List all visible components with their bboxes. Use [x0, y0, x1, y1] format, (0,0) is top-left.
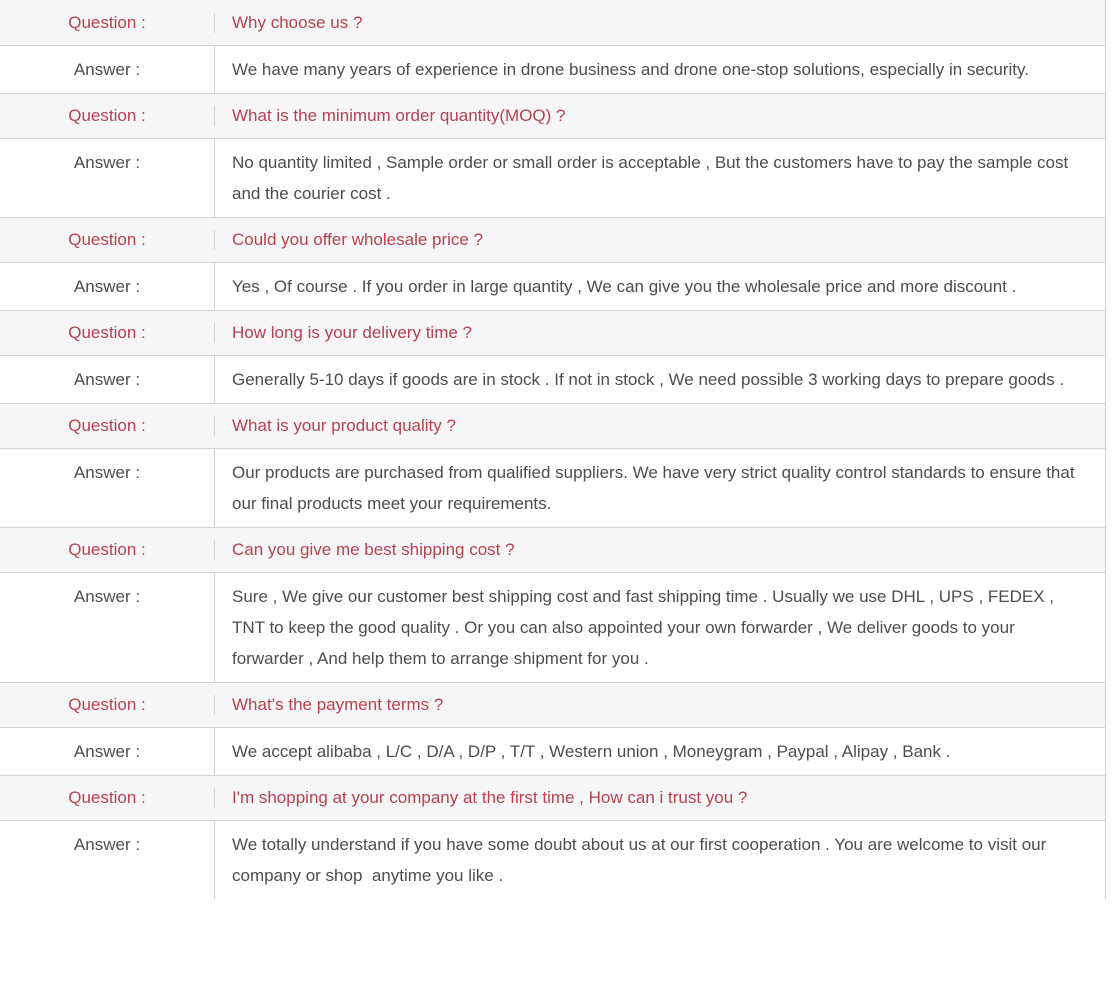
- question-text: What’s the payment terms ?: [232, 695, 444, 714]
- question-text: What is your product quality ?: [232, 416, 456, 435]
- faq-question-row: [0, 682, 1105, 727]
- faq-answer-row: [0, 138, 1105, 217]
- answer-label: Answer :: [0, 46, 215, 93]
- answer-text: Sure , We give our customer best shipping cost and fast shipping time . Usually we use DHL , UPS , FEDEX , TNT to keep the good quality . Or you can also appointed your own forwarder , We deliver goods to your forwarder , And help them to arrange shipment for you .: [232, 587, 1059, 668]
- faq-answer-row: [0, 448, 1105, 527]
- faq-question-row: [0, 217, 1105, 262]
- answer-label: Answer :: [0, 821, 215, 899]
- question-label: Question :: [0, 788, 215, 808]
- answer-label: Answer :: [0, 139, 215, 217]
- question-label: Question :: [0, 323, 215, 343]
- question-text: Why choose us ?: [232, 12, 363, 32]
- faq-question-row: [0, 93, 1105, 138]
- question-label: Question :: [0, 13, 215, 33]
- answer-text: We totally understand if you have some doubt about us at our first cooperation . You are welcome to visit our company or shop anytime you like .: [232, 835, 1051, 885]
- faq-question-row: [0, 403, 1105, 448]
- faq-question-row: [0, 527, 1105, 572]
- answer-text: No quantity limited , Sample order or small order is acceptable , But the customers have to pay the sample cost and the courier cost .: [232, 153, 1073, 203]
- question-label: Question :: [0, 416, 215, 436]
- faq-answer-row: [0, 727, 1105, 775]
- question-text: Could you offer wholesale price ?: [232, 230, 484, 249]
- faq-answer-row: [0, 572, 1105, 682]
- answer-text: Our products are purchased from qualified suppliers. We have very strict quality control standards to ensure that our final products meet your requirements.: [232, 463, 1080, 513]
- question-label: Question :: [0, 695, 215, 715]
- answer-text: We have many years of experience in drone business and drone one-stop solutions, especially in security.: [232, 60, 1029, 79]
- question-text: I'm shopping at your company at the first time , How can i trust you ?: [232, 788, 748, 807]
- question-label: Question :: [0, 230, 215, 250]
- question-text: How long is your delivery time ?: [232, 323, 472, 342]
- answer-text: Yes , Of course . If you order in large quantity , We can give you the wholesale price and more discount .: [232, 277, 1017, 296]
- answer-text: Generally 5-10 days if goods are in stock . If not in stock , We need possible 3 working days to prepare goods .: [232, 370, 1065, 389]
- answer-label: Answer :: [0, 573, 215, 682]
- answer-label: Answer :: [0, 728, 215, 775]
- faq-answer-row: [0, 45, 1105, 93]
- faq-answer-row: [0, 262, 1105, 310]
- faq-answer-row: [0, 820, 1105, 899]
- question-label: Question :: [0, 540, 215, 560]
- answer-label: Answer :: [0, 263, 215, 310]
- faq-question-row: [0, 775, 1105, 820]
- question-text: What is the minimum order quantity(MOQ) ?: [232, 106, 566, 125]
- faq-question-row: [0, 310, 1105, 355]
- answer-text: We accept alibaba , L/C , D/A , D/P , T/T , Western union , Moneygram , Paypal , Alipay , Bank .: [232, 742, 951, 761]
- question-text: Can you give me best shipping cost ?: [232, 540, 515, 559]
- faq-question-row: [0, 0, 1105, 45]
- question-label: Question :: [0, 106, 215, 126]
- answer-label: Answer :: [0, 449, 215, 527]
- answer-label: Answer :: [0, 356, 215, 403]
- faq-answer-row: [0, 355, 1105, 403]
